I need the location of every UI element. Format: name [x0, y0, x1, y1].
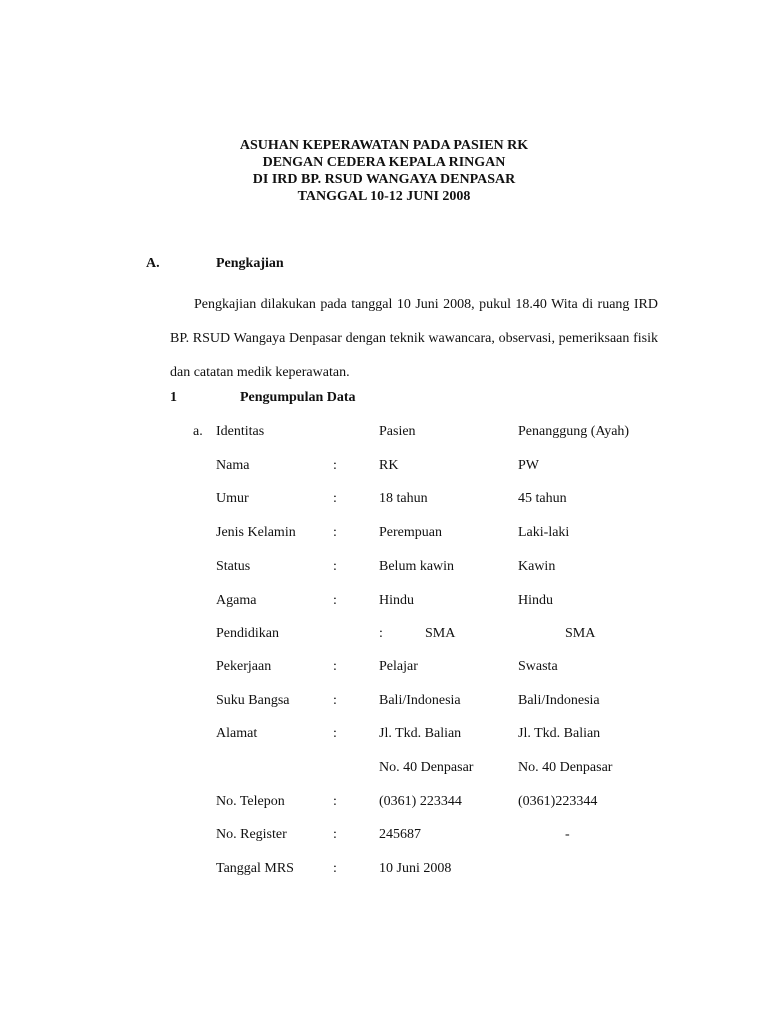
row-ayah-value: SMA: [565, 626, 596, 641]
subsection-1-heading: Pengumpulan Data: [240, 390, 356, 405]
table-row: [0, 558, 768, 575]
row-colon: :: [333, 861, 337, 876]
row-label: Alamat: [216, 726, 258, 741]
row-label: Pendidikan: [216, 626, 279, 641]
row-pasien-value: RK: [379, 458, 399, 473]
table-row: [0, 826, 768, 843]
row-colon: :: [333, 559, 337, 574]
row-ayah-value: Laki-laki: [518, 525, 570, 540]
row-ayah-value: 45 tahun: [518, 491, 567, 506]
title-line-3: DI IRD BP. RSUD WANGAYA DENPASAR: [252, 172, 516, 187]
row-pasien-value: 10 Juni 2008: [379, 861, 452, 876]
row-label: Agama: [216, 593, 257, 608]
paragraph-text: Pengkajian dilakukan pada tanggal 10 Juni 2008, pukul 18.40 Wita di ruang IRD BP. RSUD Wangaya Denpasar dengan teknik wawancara, observasi, pemeriksaan fisik dan catatan medik keperawatan.: [170, 297, 658, 380]
row-ayah-value: Hindu: [518, 593, 553, 608]
identity-header-row: [0, 423, 768, 440]
row-colon: :: [333, 693, 337, 708]
row-pasien-value: Hindu: [379, 593, 414, 608]
column-header-ayah: Penanggung (Ayah): [518, 424, 630, 439]
row-colon: :: [333, 458, 337, 473]
row-label: Suku Bangsa: [216, 693, 290, 708]
table-row: [0, 592, 768, 609]
row-ayah-value: Bali/Indonesia: [518, 693, 600, 708]
identity-label: Identitas: [216, 424, 265, 439]
row-pasien-value: Pelajar: [379, 659, 418, 674]
row-ayah-value: Kawin: [518, 559, 556, 574]
row-colon: :: [333, 726, 337, 741]
row-pasien-value: No. 40 Denpasar: [379, 760, 474, 775]
row-colon: :: [379, 626, 383, 641]
row-pasien-value: Bali/Indonesia: [379, 693, 461, 708]
row-label: No. Register: [216, 827, 287, 842]
identity-marker: a.: [193, 424, 203, 439]
row-label: Umur: [216, 491, 249, 506]
section-a-paragraph: [170, 288, 658, 390]
section-a-number: A.: [146, 256, 160, 271]
row-colon: :: [333, 525, 337, 540]
row-pasien-value: 18 tahun: [379, 491, 428, 506]
title-line-1: ASUHAN KEPERAWATAN PADA PASIEN RK: [239, 138, 529, 153]
row-colon: :: [333, 827, 337, 842]
document-title: [0, 137, 768, 205]
row-pasien-value: Jl. Tkd. Balian: [379, 726, 462, 741]
table-row: [0, 457, 768, 474]
table-row: [0, 725, 768, 742]
row-label: Nama: [216, 458, 250, 473]
row-pasien-value: 245687: [379, 827, 421, 842]
table-row: [0, 860, 768, 877]
table-row: [0, 692, 768, 709]
row-label: Jenis Kelamin: [216, 525, 296, 540]
table-row: [0, 759, 768, 776]
table-row: [0, 625, 768, 642]
row-ayah-value: PW: [518, 458, 539, 473]
title-line-4: TANGGAL 10-12 JUNI 2008: [297, 189, 471, 204]
row-ayah-value: Swasta: [518, 659, 558, 674]
row-label: Tanggal MRS: [216, 861, 294, 876]
row-pasien-value: SMA: [425, 626, 456, 641]
row-ayah-value: Jl. Tkd. Balian: [518, 726, 601, 741]
row-ayah-value: -: [565, 827, 570, 842]
table-row: [0, 524, 768, 541]
subsection-1-number: 1: [170, 390, 177, 405]
row-colon: :: [333, 659, 337, 674]
table-row: [0, 793, 768, 810]
row-label: No. Telepon: [216, 794, 285, 809]
table-row: [0, 658, 768, 675]
row-ayah-value: (0361)223344: [518, 794, 598, 809]
row-colon: :: [333, 794, 337, 809]
column-header-pasien: Pasien: [379, 424, 416, 439]
row-colon: :: [333, 593, 337, 608]
row-ayah-value: No. 40 Denpasar: [518, 760, 613, 775]
title-line-2: DENGAN CEDERA KEPALA RINGAN: [262, 155, 506, 170]
section-a-heading: Pengkajian: [216, 256, 284, 271]
row-label: Pekerjaan: [216, 659, 272, 674]
row-pasien-value: Perempuan: [379, 525, 442, 540]
row-pasien-value: Belum kawin: [379, 559, 455, 574]
row-label: Status: [216, 559, 251, 574]
row-pasien-value: (0361) 223344: [379, 794, 462, 809]
row-colon: :: [333, 491, 337, 506]
table-row: [0, 490, 768, 507]
